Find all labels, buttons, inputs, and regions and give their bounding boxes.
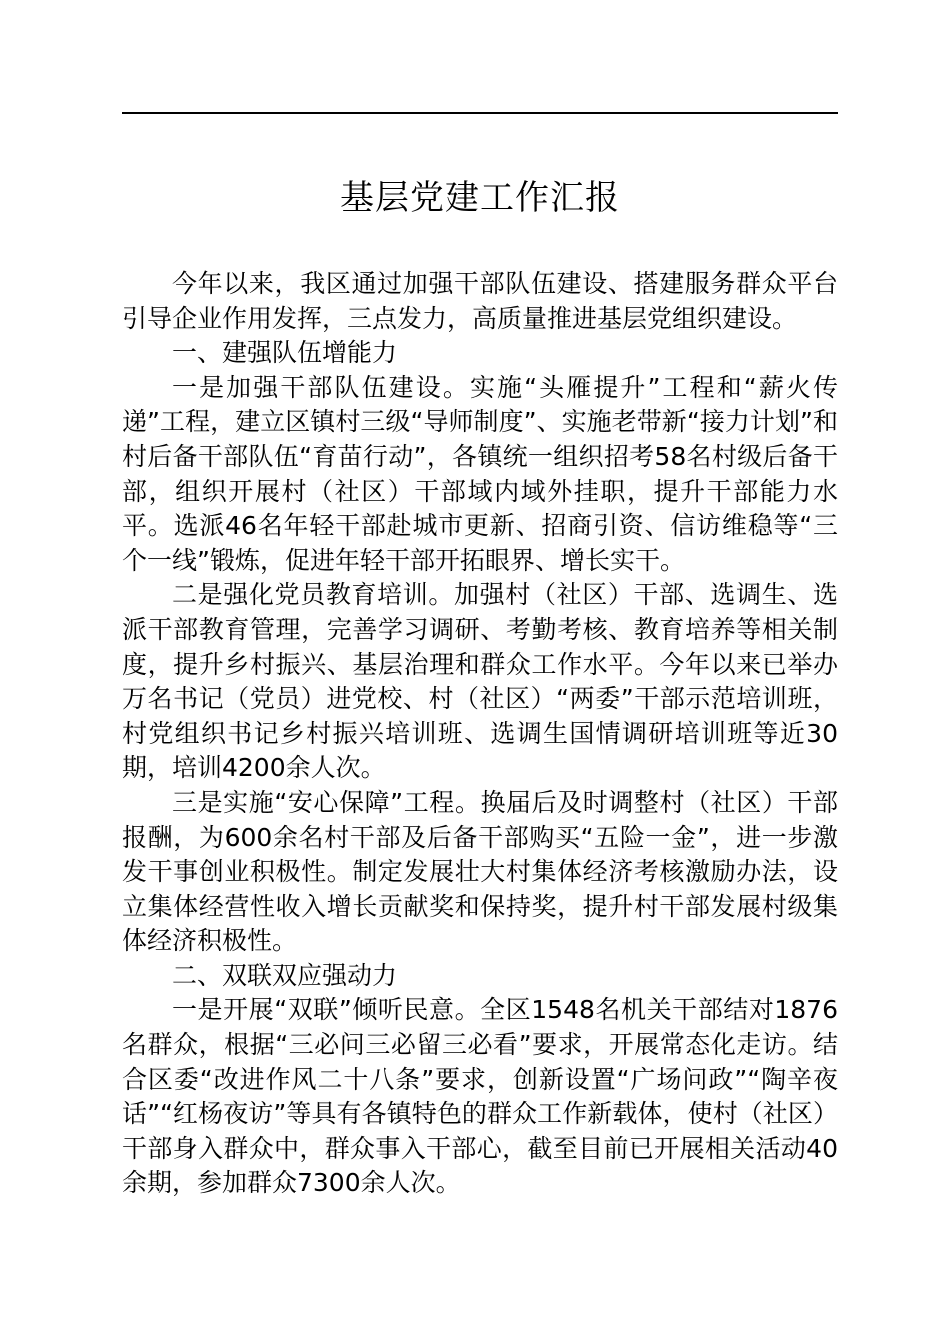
paragraph: 三是实施“安心保障”工程。换届后及时调整村（社区）干部报酬，为600余名村干部及后备干部购买“五险一金”，进一步激发干事创业积极性。制定发展壮大村集体经济考核激励办法，设立集体经营性收入增长贡献奖和保持奖，提升村干部发展村级集体经济积极性。 (122, 787, 838, 956)
document-body (122, 267, 838, 1201)
paragraph: 一是开展“双联”倾听民意。全区1548名机关干部结对1876名群众，根据“三必问三必留三必看”要求，开展常态化走访。结合区委“改进作风二十八条”要求，创新设置“广场问政”“陶辛夜话”“红杨夜访”等具有各镇特色的群众工作新载体，使村（社区）干部身入群众中，群众事入干部心，截至目前已开展相关活动40余期，参加群众7300余人次。 (122, 995, 838, 1198)
paragraph: 一是加强干部队伍建设。实施“头雁提升”工程和“薪火传递”工程，建立区镇村三级“导师制度”、实施老带新“接力计划”和村后备干部队伍“育苗行动”，各镇统一组织招考58名村级后备干部，组织开展村（社区）干部域内域外挂职，提升干部能力水平。选派46名年轻干部赴城市更新、招商引资、信访维稳等“三个一线”锻炼，促进年轻干部开拓眼界、增长实干。 (122, 372, 838, 575)
paragraph-intro: 今年以来，我区通过加强干部队伍建设、搭建服务群众平台引导企业作用发挥，三点发力，高质量推进基层党组织建设。 (122, 269, 838, 333)
header-rule (122, 112, 838, 114)
paragraph: 二是强化党员教育培训。加强村（社区）干部、选调生、选派干部教育管理，完善学习调研、考勤考核、教育培养等相关制度，提升乡村振兴、基层治理和群众工作水平。今年以来已举办万名书记（党员）进党校、村（社区）“两委”干部示范培训班，村党组织书记乡村振兴培训班、选调生国情调研培训班等近30期，培训4200余人次。 (122, 580, 838, 783)
section-heading-2: 二、双联双应强动力 (172, 960, 398, 990)
section-heading-1: 一、建强队伍增能力 (172, 338, 398, 368)
document-title: 基层党建工作汇报 (340, 178, 620, 218)
